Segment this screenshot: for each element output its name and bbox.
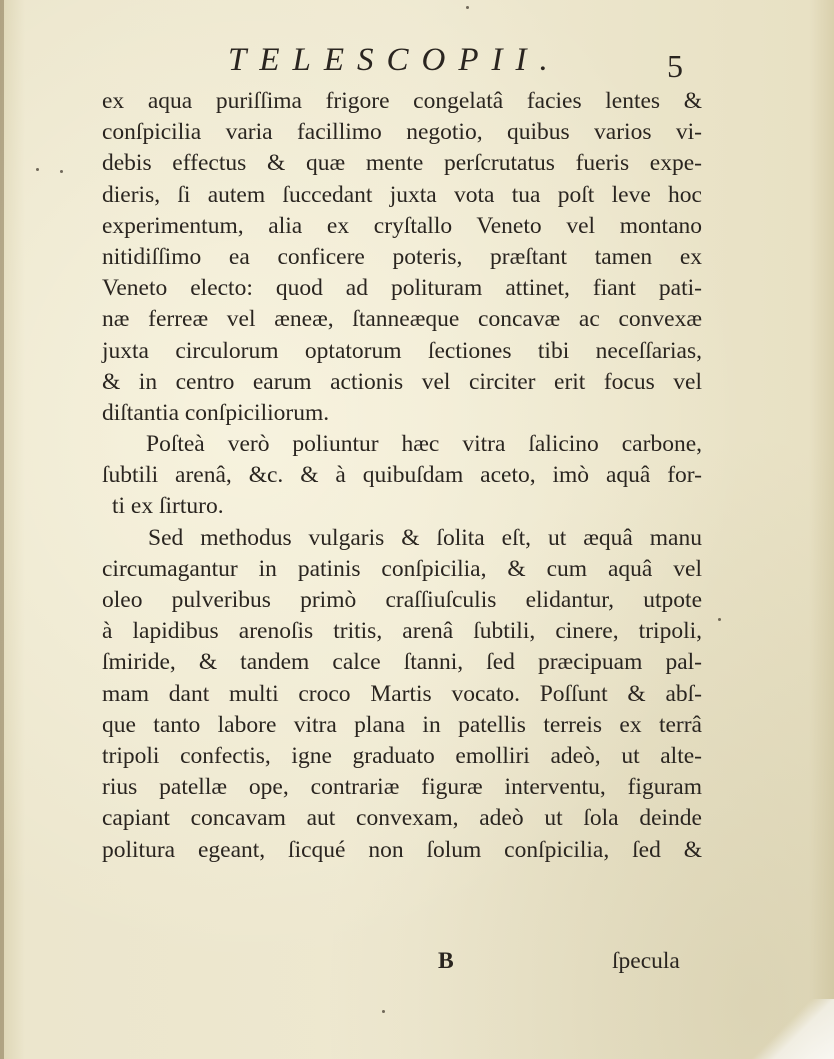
text-line: conſpicilia varia facillimo negotio, quibus varios vi- [102, 119, 702, 146]
paragraph-start-line: Poſteà verò poliuntur hæc vitra ſalicino carbone, [146, 431, 702, 458]
text-line: nitidiſſimo ea conficere poteris, præſtant tamen ex [102, 243, 702, 270]
text-line: ſubtili arenâ, &c. & à quibuſdam aceto, imò aquâ for- [102, 462, 702, 489]
text-line: experimentum, alia ex cryſtallo Veneto vel montano [102, 212, 702, 239]
text-line: ti ex ſirturo. [112, 493, 224, 520]
text-line: capiant concavam aut convexam, adeò ut ſola deinde [102, 805, 702, 832]
text-line: ſmiride, & tandem calce ſtanni, ſed præcipuam pal- [102, 649, 702, 676]
binding-edge [0, 0, 4, 1059]
ink-speck [36, 168, 39, 171]
text-line: dieris, ſi autem ſuccedant juxta vota tua poſt leve hoc [102, 181, 702, 208]
signature-mark: B [438, 948, 454, 974]
text-line: tripoli confectis, igne graduato emolliri adeò, ut alte- [102, 742, 702, 769]
text-line: que tanto labore vitra plana in patellis terreis ex terrâ [102, 711, 702, 738]
text-line: à lapidibus arenoſis tritis, arenâ ſubtili, cinere, tripoli, [102, 618, 702, 645]
text-line: Veneto electo: quod ad polituram attinet, fiant pati- [102, 275, 702, 302]
text-line: diſtantia conſpiciliorum. [102, 399, 330, 426]
page-number: 5 [667, 48, 683, 84]
text-line: næ ferreæ vel æneæ, ſtanneæque concavæ ac convexæ [102, 306, 702, 333]
text-line: mam dant multi croco Martis vocato. Poſſunt & abſ- [102, 680, 702, 707]
ink-speck [718, 618, 721, 621]
catchword: ſpecula [612, 948, 680, 974]
text-line: debis effectus & quæ mente perſcrutatus fueris expe- [102, 150, 702, 177]
paragraph-start-line: Sed methodus vulgaris & ſolita eſt, ut æquâ manu [148, 524, 702, 551]
running-title: TELESCOPII. [228, 42, 561, 78]
ink-speck [466, 6, 469, 9]
text-line: juxta circulorum optatorum ſectiones tibi neceſſarias, [102, 337, 702, 364]
text-line: & in centro earum actionis vel circiter erit focus vel [102, 368, 702, 395]
body-text [102, 86, 702, 866]
page-footer [102, 948, 702, 980]
ink-speck [382, 1010, 385, 1013]
text-line: rius patellæ ope, contrariæ figuræ interventu, figuram [102, 774, 702, 801]
page-corner-curl [744, 999, 834, 1059]
ink-speck [60, 170, 63, 173]
running-head [100, 42, 700, 86]
text-line: circumagantur in patinis conſpicilia, & cum aquâ vel [102, 555, 702, 582]
text-line: oleo pulveribus primò craſſiuſculis elidantur, utpote [102, 587, 702, 613]
text-line: politura egeant, ſicqué non ſolum conſpicilia, ſed & [102, 836, 702, 863]
text-line: ex aqua puriſſima frigore congelatâ facies lentes & [102, 88, 702, 114]
